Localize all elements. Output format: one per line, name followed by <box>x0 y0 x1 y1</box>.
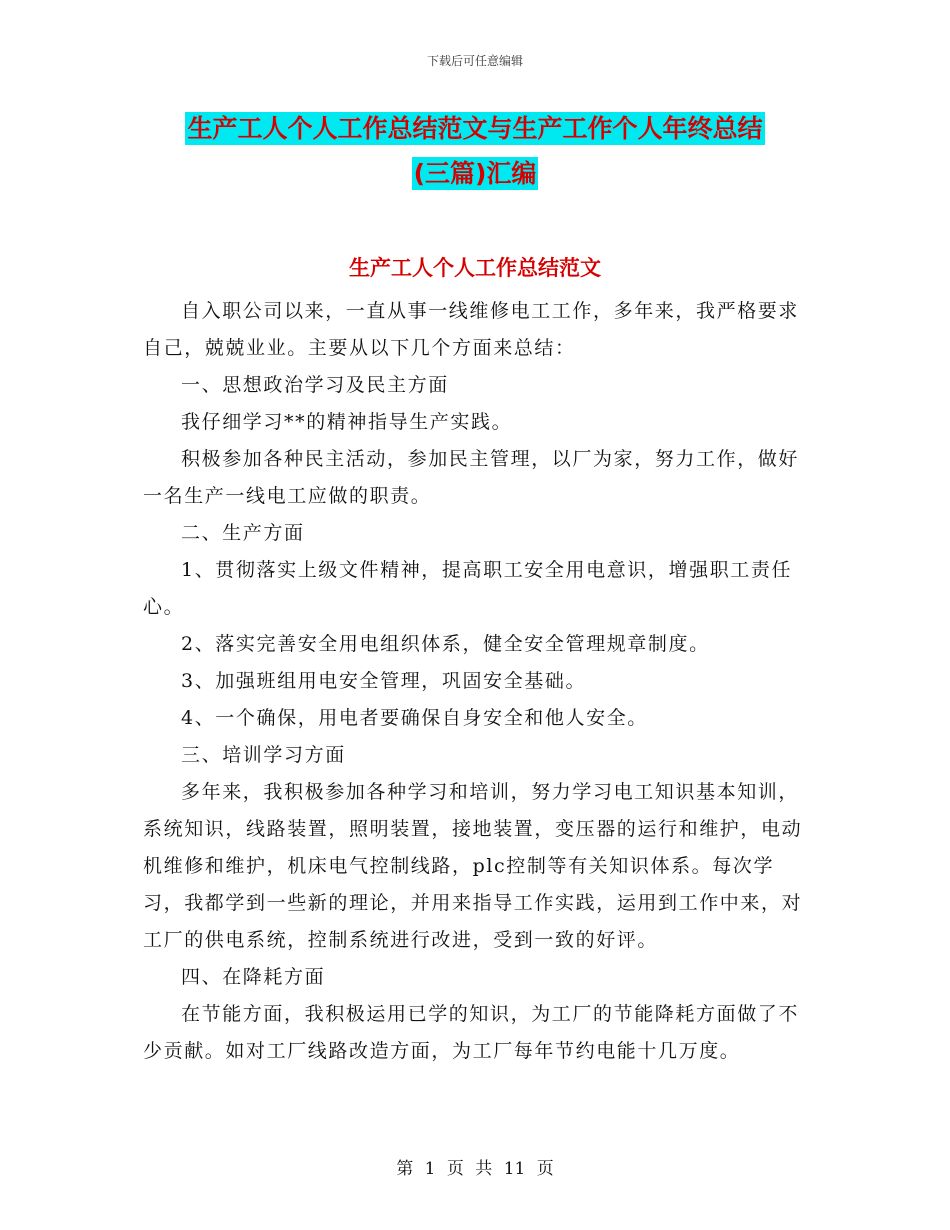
paragraph: 自入职公司以来，一直从事一线维修电工工作，多年来，我严格要求自己，兢兢业业。主要从以下几个方面来总结： <box>143 300 800 359</box>
page-number-footer: 第 1 页 共 11 页 <box>396 1159 554 1179</box>
paragraph: 2、落实完善安全用电组织体系，健全安全管理规章制度。 <box>181 633 710 655</box>
document-body <box>143 293 813 1070</box>
page-header: 下载后可任意编辑 <box>426 54 523 68</box>
document-title-line-2 <box>0 157 950 191</box>
paragraph: 积极参加各种民主活动，参加民主管理，以厂为家，努力工作，做好一名生产一线电工应做的职责。 <box>143 448 800 507</box>
paragraph: 我仔细学习**的精神指导生产实践。 <box>181 411 513 433</box>
paragraph: 四、在降耗方面 <box>181 966 326 988</box>
paragraph: 4、一个确保，用电者要确保自身安全和他人安全。 <box>181 707 648 729</box>
paragraph: 三、培训学习方面 <box>181 744 346 766</box>
paragraph: 3、加强班组用电安全管理，巩固安全基础。 <box>181 670 587 692</box>
paragraph: 一、思想政治学习及民主方面 <box>181 374 449 396</box>
paragraph: 在节能方面，我积极运用已学的知识，为工厂的节能降耗方面做了不少贡献。如对工厂线路改造方面，为工厂每年节约电能十几万度。 <box>143 1003 800 1062</box>
paragraph: 1、贯彻落实上级文件精神，提高职工安全用电意识，增强职工责任心。 <box>143 559 793 618</box>
document-title-text-1: 生产工人个人工作总结范文与生产工作个人年终总结 <box>187 114 763 143</box>
section-title: 生产工人个人工作总结范文 <box>349 256 601 280</box>
document-title-text-2: (三篇)汇编 <box>413 159 537 188</box>
document-title-line-1 <box>0 112 950 146</box>
paragraph: 多年来，我积极参加各种学习和培训，努力学习电工知识基本知训，系统知识，线路装置，照明装置，接地装置，变压器的运行和维护，电动机维修和维护，机床电气控制线路，plc控制等有关知识体系。每次学习，我都学到一些新的理论，并用来指导工作实践，运用到工作中来，对工厂的供电系统，控制系统进行改进，受到一致的好评。 <box>143 781 803 951</box>
paragraph: 二、生产方面 <box>181 522 305 544</box>
